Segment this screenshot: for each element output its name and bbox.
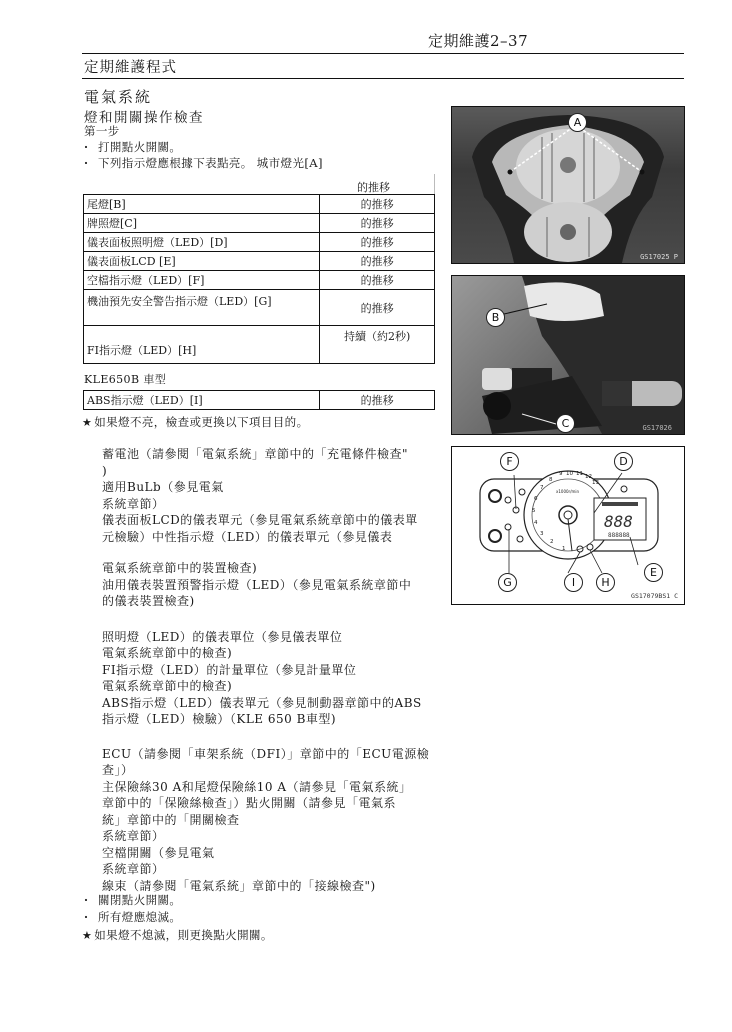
check-item: FI指示燈（LED）的計量單位（參見計量單位 (102, 662, 357, 677)
bullet-item: · 所有燈應熄滅。 (84, 909, 181, 925)
table-cell-item: 尾燈[B] (84, 195, 320, 214)
svg-text:888: 888 (604, 512, 633, 531)
callout-b: B (486, 308, 505, 327)
check-items-list (102, 446, 429, 894)
check-item: 電氣系統章節中的檢查) (102, 679, 233, 693)
note-final: ★ 如果燈不熄滅，則更換點火開關。 (82, 927, 273, 944)
model-label: KLE650B 車型 (84, 373, 167, 386)
table-cell-item: 牌照燈[C] (84, 214, 320, 233)
svg-text:x1000r/min: x1000r/min (556, 489, 580, 494)
section-title: 定期維護程式 (84, 60, 177, 76)
callout-f: F (500, 452, 519, 471)
table-cell-value: 的推移 (320, 391, 435, 410)
table-header-row (84, 174, 435, 194)
bullet-item: · 打開點火開關。 (84, 139, 181, 155)
check-item: 查」） (102, 763, 134, 777)
check-item: 油用儀表裝置預警指示燈（LED）（參見電氣系統章節中 (102, 577, 412, 592)
note-if-not-lit: ★ 如果燈不亮，檢查或更換以下項目目的。 (82, 414, 308, 431)
check-item: 章節中的「保險絲檢查」）點火開關（請參見「電氣系 (102, 796, 397, 810)
svg-text:7: 7 (540, 485, 544, 491)
check-item: 主保險絲30 A和尾燈保險絲10 A（請參見「電氣系統」 (102, 779, 412, 794)
svg-text:1: 1 (562, 546, 566, 552)
svg-text:4: 4 (534, 520, 538, 526)
bullet-item: · 關閉點火開關。 (84, 892, 181, 908)
check-item: ABS指示燈（LED）儀表單元（參見制動器章節中的ABS (102, 695, 422, 710)
check-item: 元檢驗）中性指示燈（LED）的儀表單元（參見儀表 (102, 529, 393, 544)
table-cell-item: FI指示燈（LED）[H] (84, 326, 320, 364)
check-item: ) (102, 463, 108, 478)
callout-d: D (614, 452, 633, 471)
figure-code: GS17026 (642, 424, 672, 432)
table-cell-value: 的推移 (320, 233, 435, 252)
check-item: 蓄電池（請參閱「電氣系統」章節中的「充電條件檢查" (102, 447, 409, 461)
check-item: 電氣系統章節中的裝置檢查) (102, 561, 258, 575)
table-cell-value: 持續（約2秒) (320, 326, 435, 364)
page-reference: 定期維護2–37 (428, 32, 529, 50)
table-header-value: 的推移 (357, 181, 390, 194)
header-rule-bottom (82, 78, 684, 79)
abs-table (83, 390, 435, 410)
figure-code: GS17025 P (640, 253, 678, 261)
svg-text:2: 2 (550, 539, 554, 545)
svg-text:8: 8 (549, 477, 553, 483)
svg-text:9: 9 (559, 471, 563, 477)
svg-text:6: 6 (534, 496, 538, 502)
svg-text:11: 11 (576, 471, 583, 477)
table-cell-item: 儀表面板LCD [E] (84, 252, 320, 271)
svg-text:10: 10 (566, 471, 573, 477)
table-cell-value: 的推移 (320, 290, 435, 326)
check-item: 系統章節） (102, 829, 165, 843)
heading-light-switch-check: 燈和開關操作檢查 (84, 110, 204, 126)
figure-code: GS17079BS1 C (631, 592, 678, 600)
table-cell-item: 儀表面板照明燈（LED）[D] (84, 233, 320, 252)
table-cell-item: 空檔指示燈（LED）[F] (84, 271, 320, 290)
check-item: 指示燈（LED）檢驗）（KLE 650 B車型) (102, 712, 337, 726)
check-item: 系統章節） (102, 862, 165, 876)
svg-text:13: 13 (592, 480, 599, 486)
step-label: 第一步 (84, 124, 120, 138)
check-item (102, 545, 429, 560)
header-rule-top (82, 53, 684, 54)
svg-text:888888: 888888 (608, 532, 630, 539)
table-cell-value: 的推移 (320, 271, 435, 290)
check-item: 的儀表裝置檢查) (102, 594, 195, 608)
taillight-illustration (452, 276, 684, 434)
table-row (84, 195, 435, 214)
meter-diagram (451, 446, 685, 605)
callout-g: G (498, 573, 517, 592)
callout-e: E (644, 563, 663, 582)
callout-a: A (568, 113, 587, 132)
check-item: 線束（請參閱「電氣系統」章節中的「接線檢查") (102, 878, 376, 893)
table-row (84, 290, 435, 326)
table-row (84, 391, 435, 410)
check-item: 統」章節中的「開關檢查 (102, 812, 240, 827)
check-item: 電氣系統章節中的檢查) (102, 646, 233, 660)
svg-text:3: 3 (540, 531, 544, 537)
table-cell-item: ABS指示燈（LED）[I] (84, 391, 320, 410)
lights-table (83, 194, 435, 364)
bullet-item: · 下列指示燈應根據下表點亮。 城市燈光[A] (84, 155, 323, 171)
table-cell-item: 機油預先安全警告指示燈（LED）[G] (84, 290, 320, 326)
svg-text:12: 12 (585, 474, 592, 480)
table-row (84, 326, 435, 364)
callout-h: H (596, 573, 615, 592)
taillight-photo (451, 275, 685, 435)
headlight-illustration (452, 107, 684, 263)
headlight-photo (451, 106, 685, 264)
svg-text:5: 5 (532, 508, 536, 514)
check-item (102, 610, 429, 629)
table-cell-value: 的推移 (320, 214, 435, 233)
table-row (84, 233, 435, 252)
table-row (84, 214, 435, 233)
table-cell-value: 的推移 (320, 252, 435, 271)
table-cell-value: 的推移 (320, 195, 435, 214)
check-item: 適用BuLb（參見電氣 (102, 480, 224, 494)
check-item: 照明燈（LED）的儀表單位（參見儀表單位 (102, 629, 343, 644)
check-item (102, 728, 429, 746)
check-item: ECU（請參閱「車架系統（DFI）」章節中的「ECU電源檢 (102, 746, 430, 761)
callout-c: C (556, 414, 575, 433)
heading-electrical-system: 電氣系統 (84, 88, 153, 106)
table-row (84, 252, 435, 271)
check-item: 系統章節） (102, 496, 165, 511)
check-item: 空檔開關（參見電氣 (102, 845, 215, 860)
check-item: 儀表面板LCD的儀表單元（參見電氣系統章節中的儀表單 (102, 513, 418, 527)
table-row (84, 271, 435, 290)
callout-i: I (564, 573, 583, 592)
